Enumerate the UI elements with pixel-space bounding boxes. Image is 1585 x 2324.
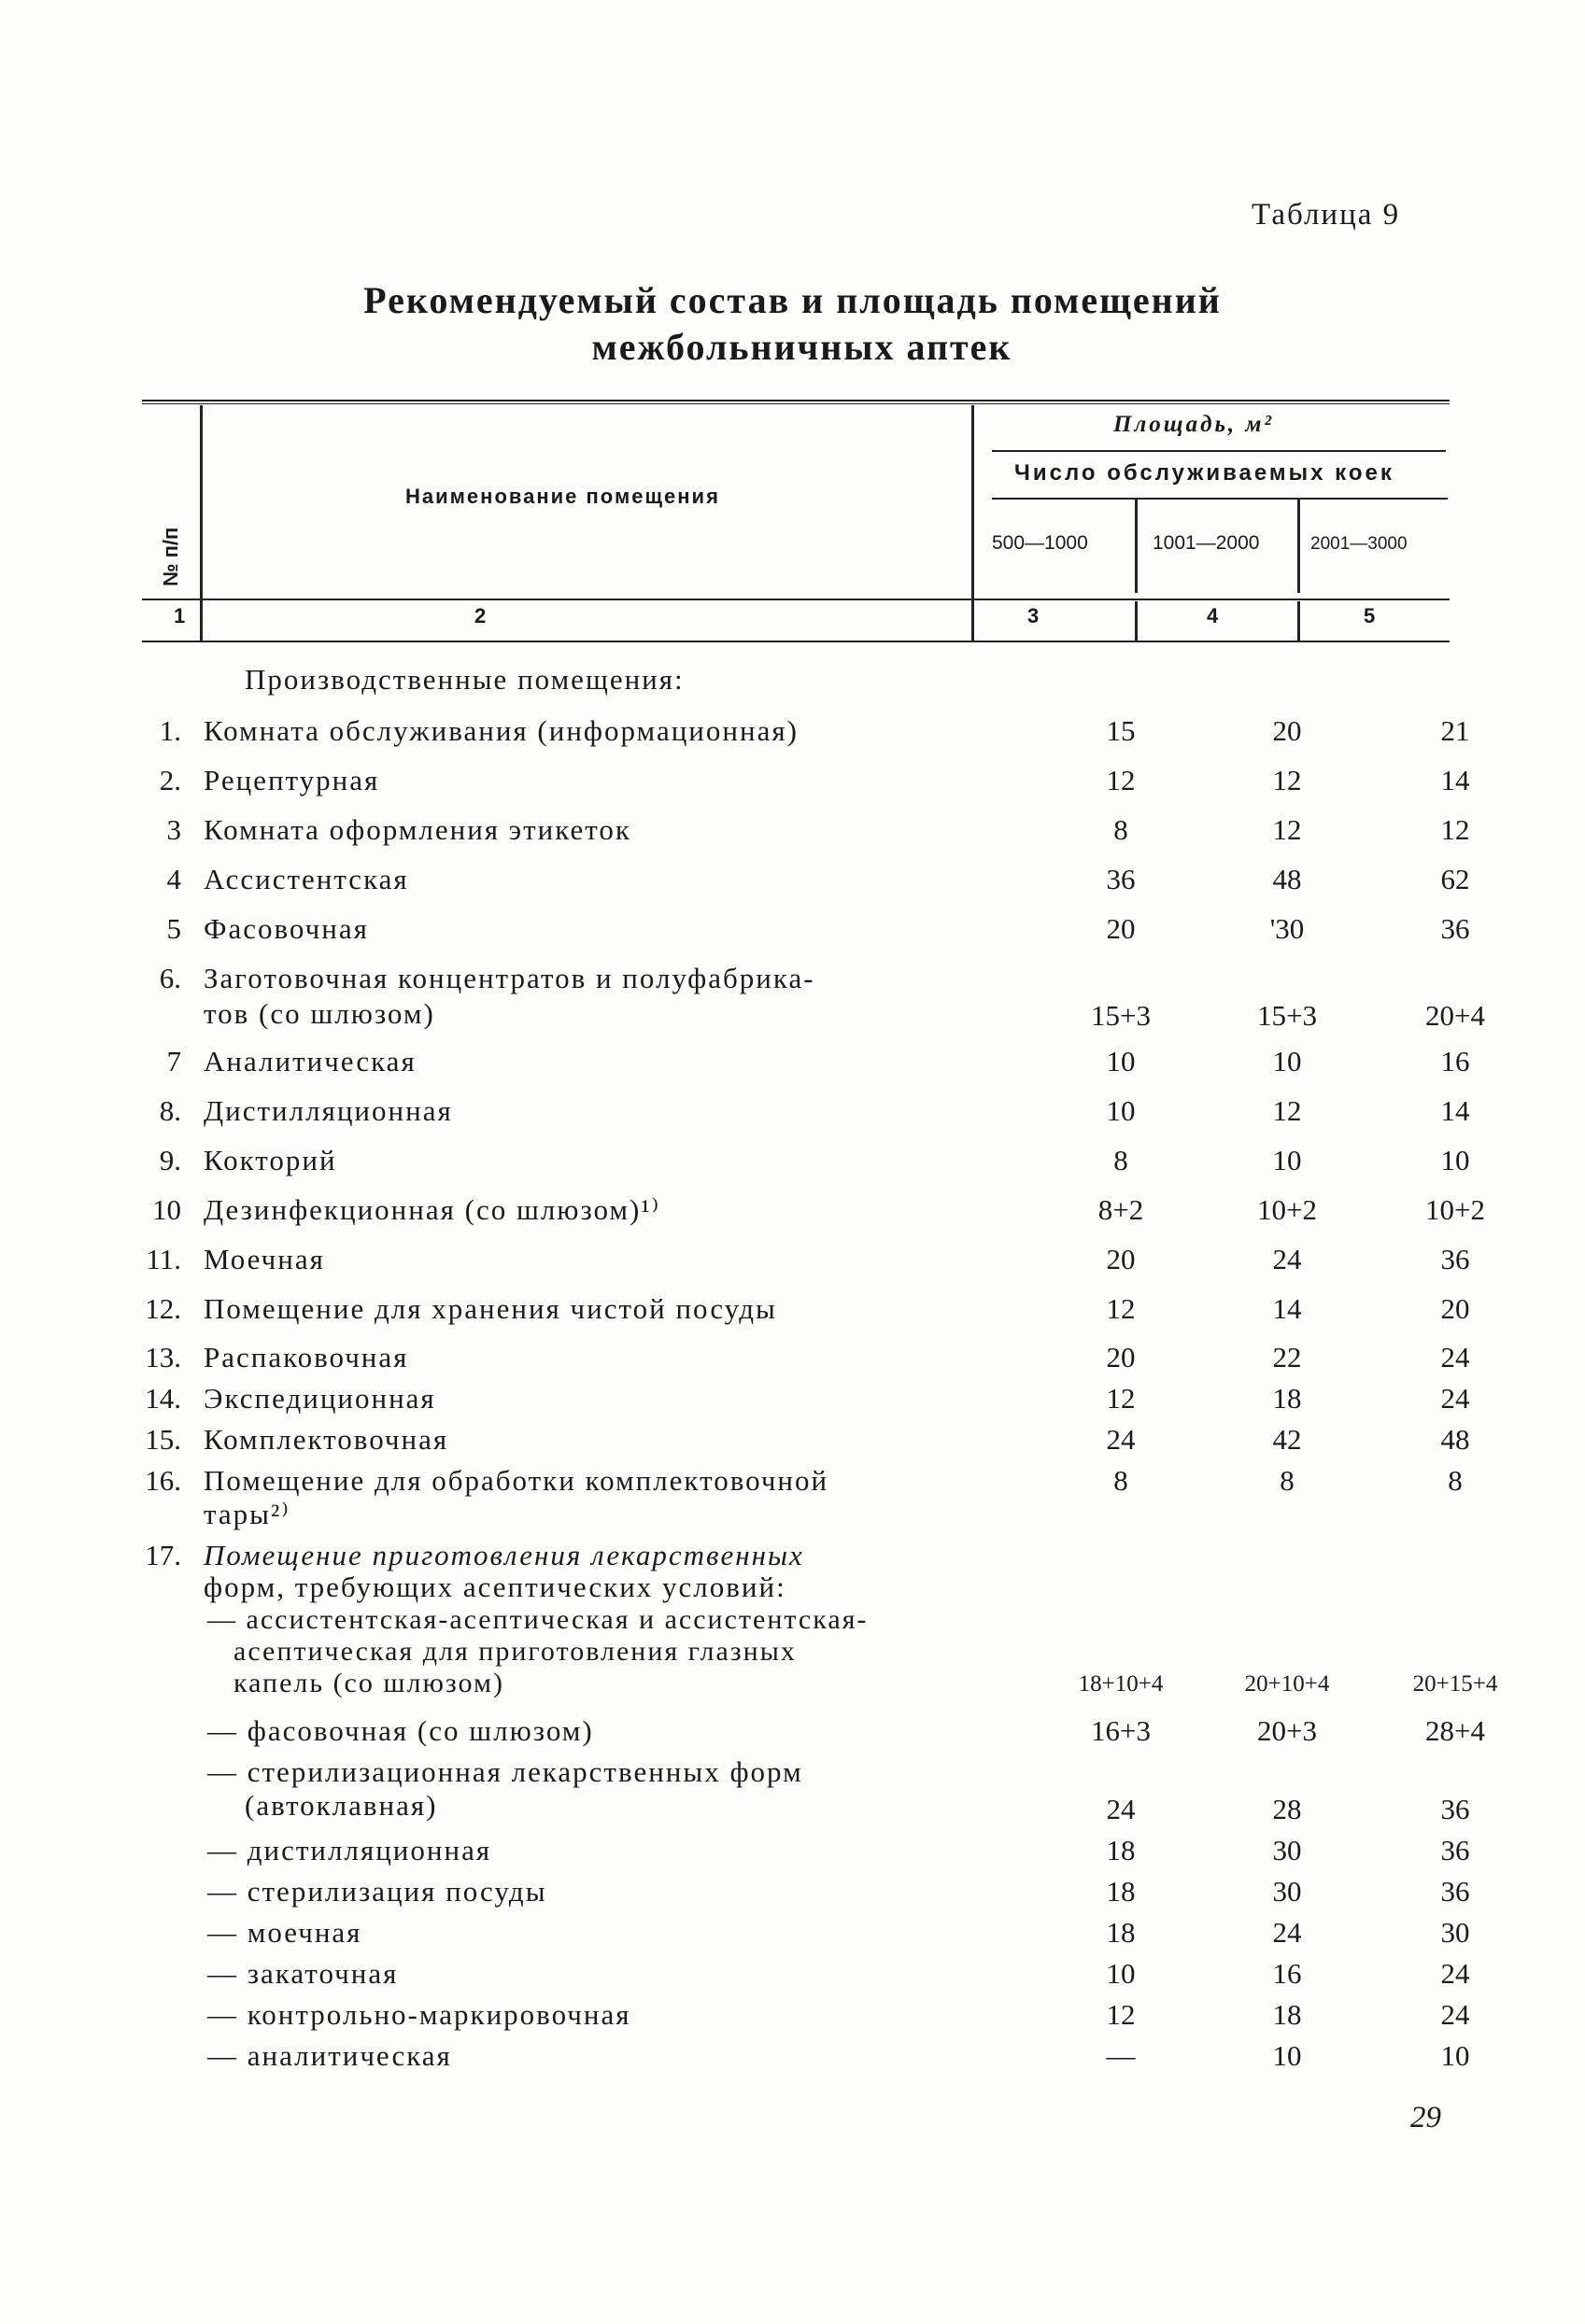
table-row: 9. Кокторий 8 10 10 — [159, 1144, 1470, 1176]
header-beds-label: Число обслуживаемых коек — [1014, 460, 1394, 486]
table-row: 4 Ассистентская 36 48 62 — [166, 863, 1470, 895]
table-row: 5 Фасовочная 20 '30 36 — [166, 912, 1470, 945]
col-number-2: 2 — [474, 604, 487, 627]
table-row: 15. Комплектовочная 24 42 48 — [145, 1423, 1470, 1456]
page-number: 29 — [1410, 2101, 1441, 2134]
list-item: — стерилизационная лекарственных форм (автоклавная) 24 28 36 — [207, 1755, 1470, 1825]
col-number-1: 1 — [174, 604, 186, 627]
list-item: — моечная 18 24 30 — [207, 1916, 1470, 1949]
table-row: 6. Заготовочная концентратов и полуфабрика- тов (со шлюзом) 15+3 15+3 20+4 — [159, 962, 1485, 1032]
col-number-4: 4 — [1207, 604, 1219, 627]
header-num-label: № п/п — [159, 527, 182, 586]
header-range-1: 500—1000 — [992, 532, 1088, 554]
header-range-3: 2001—3000 — [1310, 534, 1408, 554]
table-row: 7 Аналитическая 10 10 16 — [166, 1045, 1470, 1077]
table-row: 13. Распаковочная 20 22 24 — [145, 1341, 1470, 1373]
header-name-label: Наименование помещения — [405, 485, 720, 508]
list-item: — аналитическая — 10 10 — [207, 2039, 1470, 2072]
col-number-3: 3 — [1027, 604, 1040, 627]
col-number-5: 5 — [1364, 604, 1376, 627]
table-row: 16. Помещение для обработки комплектовочной тары²⁾ 8 8 8 — [145, 1464, 1463, 1530]
header-area-label: Площадь, м² — [1113, 412, 1275, 437]
table-row: 12. Помещение для хранения чистой посуды 12 14 20 — [145, 1292, 1470, 1325]
table-row: 11. Моечная 20 24 36 — [146, 1243, 1470, 1275]
table-row: 10 Дезинфекционная (со шлюзом)¹⁾ 8+2 10+2 10+2 — [152, 1193, 1485, 1226]
table-label: Таблица 9 — [1252, 198, 1401, 232]
table-title: Рекомендуемый состав и площадь помещений — [363, 279, 1222, 321]
header-range-2: 1001—2000 — [1153, 532, 1260, 554]
table-title-line2: межбольничных аптек — [591, 326, 1012, 368]
table-row: 14. Экспедиционная 12 18 24 — [145, 1382, 1470, 1415]
list-item: — дистилляционная 18 30 36 — [207, 1834, 1470, 1866]
table-row: 8. Дистилляционная 10 12 14 — [159, 1094, 1470, 1127]
table-row: 1. Комната обслуживания (информационная) 15 20 21 — [159, 714, 1470, 747]
list-item: — стерилизация посуды 18 30 36 — [207, 1875, 1470, 1908]
table-row: 3 Комната оформления этикеток 8 12 12 — [166, 813, 1470, 846]
table-row: 2. Рецептурная 12 12 14 — [159, 764, 1470, 796]
list-item: — фасовочная (со шлюзом) 16+3 20+3 28+4 — [207, 1714, 1485, 1747]
list-item: — ассистентская-асептическая и ассистентская- асептическая для приготовления глазных капель (со шлюзом) 18+10+4 20+10+4 20+15+4 — [207, 1604, 1498, 1698]
section-title: Производственные помещения: — [245, 663, 685, 696]
list-item: — закаточная 10 16 24 — [207, 1957, 1470, 1990]
table-row: 17. Помещение приготовления лекарственных форм, требующих асептических условий: — [145, 1539, 804, 1603]
list-item: — контрольно-маркировочная 12 18 24 — [207, 1998, 1470, 2031]
